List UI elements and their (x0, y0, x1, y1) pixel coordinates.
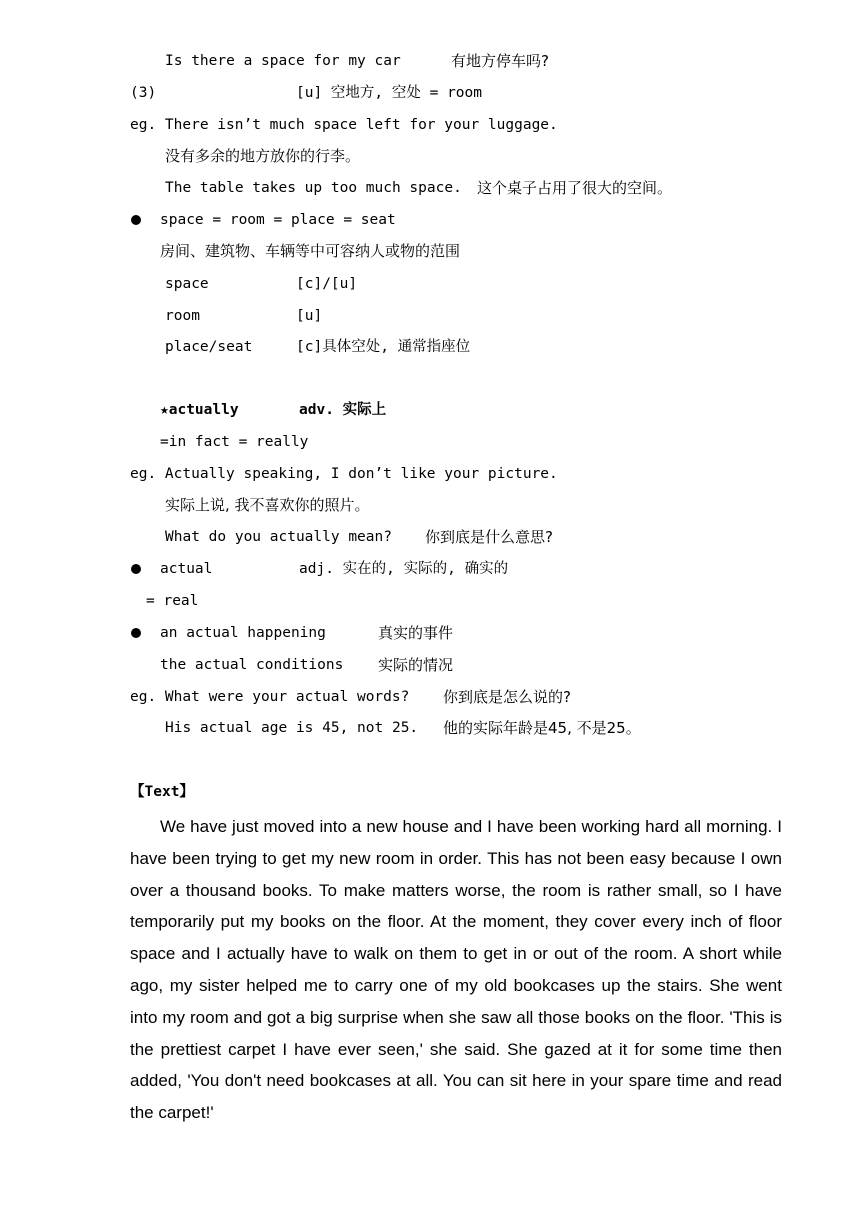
word-definition: adj. 实在的, 实际的, 确实的 (299, 561, 509, 577)
example-translation: 这个桌子占用了很大的空间。 (477, 179, 673, 197)
synonym-line: = real (146, 593, 199, 609)
example-translation: 没有多余的地方放你的行李。 (165, 147, 361, 165)
example-translation: 有地方停车吗? (451, 52, 549, 70)
synonym-line: space = room = place = seat (160, 212, 396, 228)
example-translation: 他的实际年龄是45, 不是25。 (443, 719, 641, 737)
bullet-icon (131, 628, 141, 638)
example-sentence: eg. Actually speaking, I don’t like your picture. (130, 466, 558, 482)
section-heading: 【Text】 (130, 784, 194, 800)
text-passage: We have just moved into a new house and I have been working hard all morning. I have been trying to get my new room in order. This has not been easy because I own over a thousand books. To make matters worse, the room is rather small, so I have temporarily put my books on the floor. At the moment, they cover every inch of floor space and I actually have to walk on them to get in or out of the room. A short while ago, my sister helped me to carry one of my old bookcases up the stairs. She went into my room and got a big surprise when she saw all those books on the floor. 'This is the prettiest carpet I have ever seen,' she said. She gazed at it for some time then added, 'You don't need bookcases at all. You can sit here in your spare time and read the carpet!' (130, 817, 782, 1123)
usage-note: 房间、建筑物、车辆等中可容纳人或物的范围 (160, 242, 461, 260)
sense-definition: [u] 空地方, 空处 = room (296, 85, 482, 101)
word-usage: [u] (296, 308, 323, 324)
word-term: room (165, 308, 200, 324)
example-sentence: What do you actually mean? (165, 529, 392, 545)
example-translation: 你到底是什么意思? (425, 528, 553, 546)
word-term: place/seat (165, 339, 253, 355)
example-sentence: The table takes up too much space. (165, 180, 462, 196)
phrase-translation: 真实的事件 (378, 624, 454, 642)
example-sentence: Is there a space for my car (165, 53, 401, 69)
phrase-translation: 实际的情况 (378, 656, 454, 674)
synonym-line: =in fact = really (160, 434, 309, 450)
example-sentence: eg. What were your actual words? (130, 689, 410, 705)
vocab-part-of-speech: adv. 实际上 (299, 402, 387, 418)
bullet-icon (131, 564, 141, 574)
word-term: actual (160, 561, 213, 577)
example-translation: 实际上说, 我不喜欢你的照片。 (165, 496, 370, 514)
word-usage: [c]/[u] (296, 276, 358, 292)
sense-number: (3) (130, 85, 157, 101)
bullet-icon (131, 215, 141, 225)
example-translation: 你到底是怎么说的? (443, 688, 571, 706)
example-sentence: His actual age is 45, not 25. (165, 720, 419, 736)
vocab-headword: ★actually (160, 402, 239, 418)
phrase: the actual conditions (160, 657, 344, 673)
word-usage: [c]具体空处, 通常指座位 (296, 339, 471, 355)
example-sentence: eg. There isn’t much space left for your luggage. (130, 117, 558, 133)
phrase: an actual happening (160, 625, 326, 641)
word-term: space (165, 276, 209, 292)
